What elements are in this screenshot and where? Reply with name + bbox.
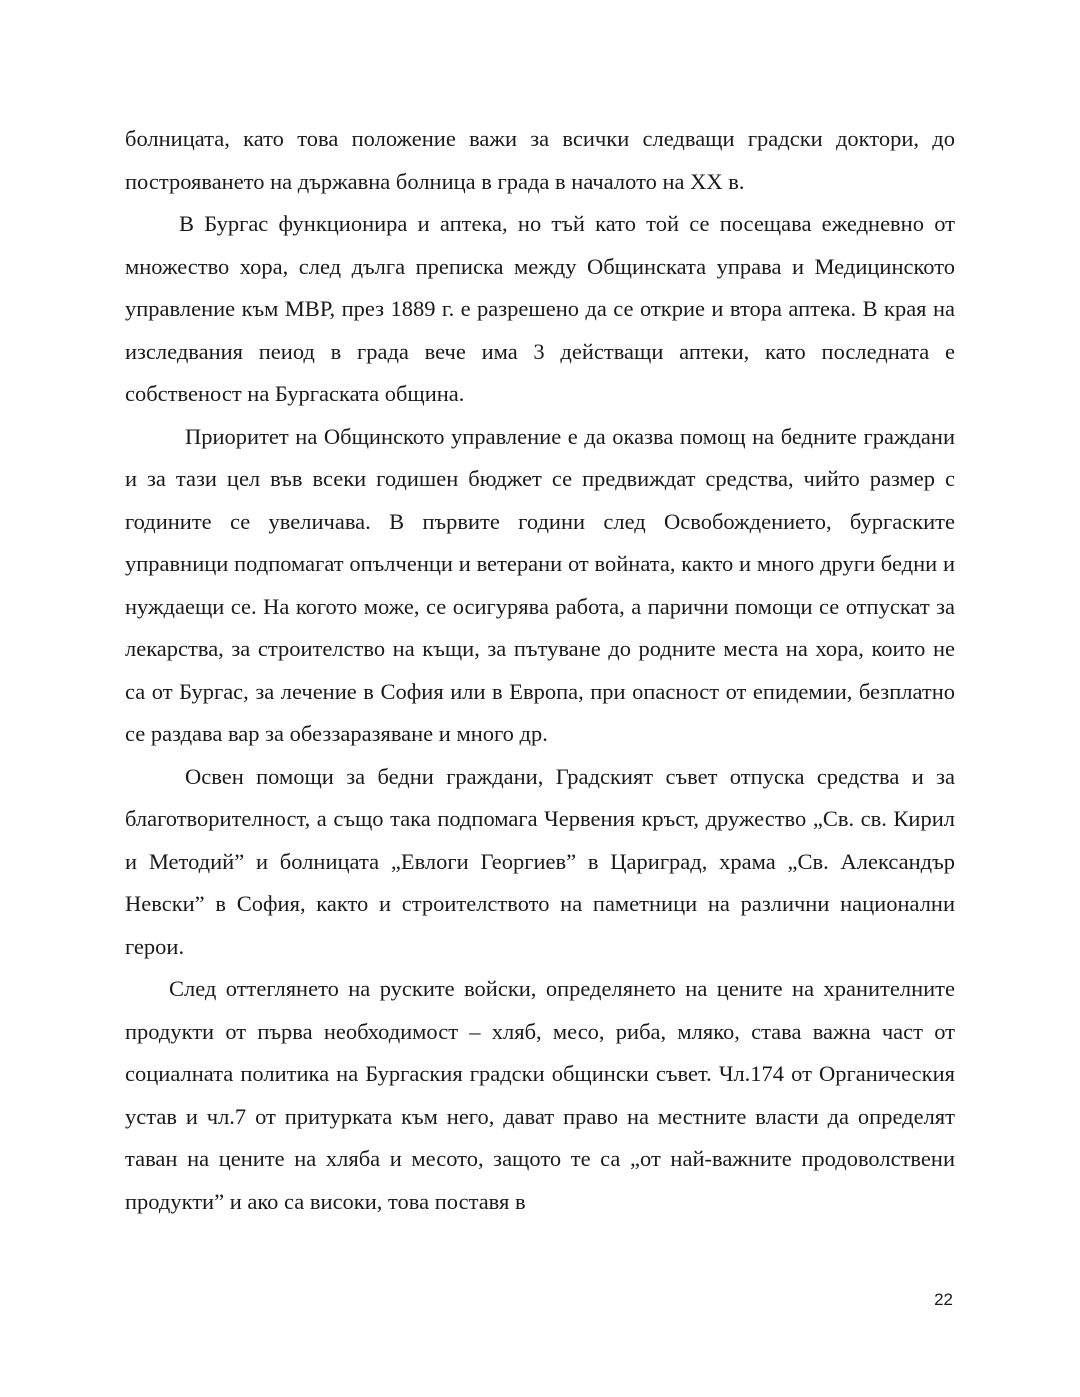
paragraph-hospital-continuation: болницата, като това положение важи за всички следващи градски доктори, до построяването на държавна болница в града в началото на XX в. (125, 126, 955, 194)
paragraph-pharmacy: В Бургас функционира и аптека, но тъй като той се посещава ежедневно от множество хора, след дълга преписка между Общинската управа и Медицинското управление към МВР, през 1889 г. е разрешено да се открие и втора аптека. В края на изследвания пеиод в града вече има 3 действащи аптеки, като последната е собственост на Бургаската община. (125, 211, 955, 406)
page-number: 22 (934, 1290, 953, 1309)
paragraph-food-prices: След оттеглянето на руските войски, определянето на цените на хранителните продукти от първа необходимост – хляб, месо, риба, мляко, става важна част от социалната политика на Бургаския градски общински съвет. Чл.174 от Органическия устав и чл.7 от притурката към него, дават право на местните власти да определят таван на цените на хляба и месото, защото те са „от най-важните продоволствени продукти” и ако са високи, това поставя в (125, 976, 955, 1214)
paragraph-aid-priority: Приоритет на Общинското управление е да оказва помощ на бедните граждани и за тази цел във всеки годишен бюджет се предвиждат средства, чийто размер с годините се увеличава. В първите години след Освобождението, бургаските управници подпомагат опълченци и ветерани от войната, както и много други бедни и нуждаещи се. На когото може, се осигурява работа, а парични помощи се отпускат за лекарства, за строителство на къщи, за пътуване до родните места на хора, които не са от Бургас, за лечение в София или в Европа, при опасност от епидемии, безплатно се раздава вар за обеззаразяване и много др. (125, 423, 955, 746)
body-text (125, 118, 955, 1223)
paragraph-charity: Освен помощи за бедни граждани, Градският съвет отпуска средства и за благотворителност, а също така подпомага Червения кръст, дружество „Св. св. Кирил и Методий” и болницата „Евлоги Георгиев” в Цариград, храма „Св. Александър Невски” в София, както и строителството на паметници на различни национални герои. (125, 763, 955, 959)
